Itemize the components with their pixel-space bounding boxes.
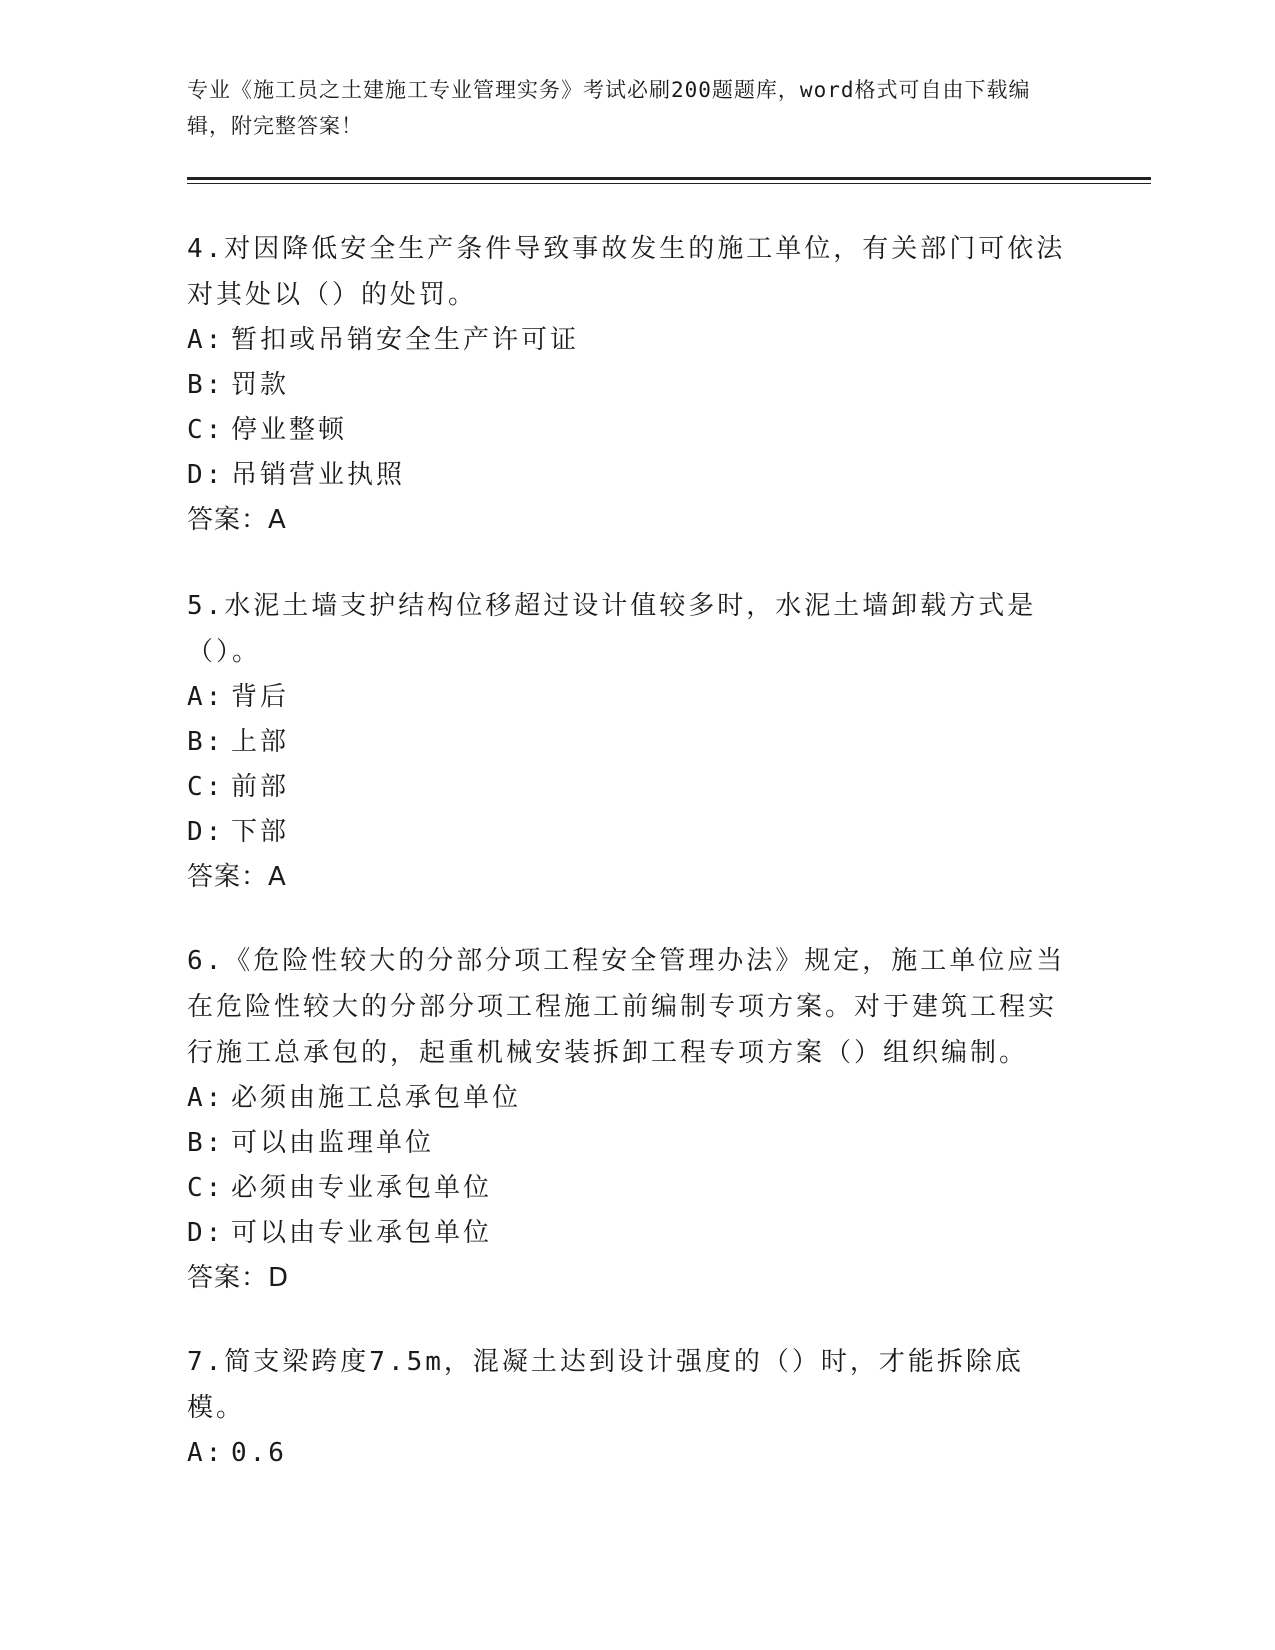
option-d [187, 1211, 1067, 1256]
option-b [187, 1121, 1067, 1166]
option-letter: B: [187, 1128, 225, 1158]
question-7 [187, 1339, 1067, 1476]
option-letter: C: [187, 772, 225, 802]
option-text: 暂扣或吊销安全生产许可证 [231, 325, 580, 355]
header-divider-thin [187, 183, 1151, 184]
option-letter: D: [187, 817, 225, 847]
option-c [187, 1166, 1067, 1211]
answer-label: 答案：D [187, 1263, 290, 1293]
header-intro-text: 专业《施工员之土建施工专业管理实务》考试必刷200题题库，word格式可自由下载编辑，附完整答案！ [187, 78, 1031, 138]
option-c [187, 765, 1067, 810]
question-4 [187, 226, 1067, 543]
option-a [187, 318, 1067, 363]
option-b [187, 363, 1067, 408]
option-text: 可以由专业承包单位 [231, 1218, 493, 1248]
option-text: 0.6 [231, 1438, 287, 1468]
question-6 [187, 938, 1067, 1301]
question-stem: 5.水泥土墙支护结构位移超过设计值较多时，水泥土墙卸载方式是（）。 [187, 591, 1037, 667]
option-text: 下部 [231, 817, 290, 847]
option-c [187, 408, 1067, 453]
option-text: 上部 [231, 727, 290, 757]
option-letter: D: [187, 460, 225, 490]
question-stem: 4.对因降低安全生产条件导致事故发生的施工单位，有关部门可依法对其处以（）的处罚。 [187, 234, 1066, 310]
option-text: 必须由施工总承包单位 [231, 1083, 522, 1113]
answer-label: 答案：A [187, 505, 287, 535]
option-text: 停业整顿 [231, 415, 348, 445]
option-text: 罚款 [231, 370, 290, 400]
option-letter: B: [187, 370, 225, 400]
option-d [187, 453, 1067, 498]
option-text: 背后 [231, 682, 290, 712]
option-letter: C: [187, 415, 225, 445]
option-letter: A: [187, 1438, 225, 1468]
option-letter: B: [187, 727, 225, 757]
answer-label: 答案：A [187, 862, 287, 892]
question-stem: 6.《危险性较大的分部分项工程安全管理办法》规定，施工单位应当在危险性较大的分部分项工程施工前编制专项方案。对于建筑工程实行施工总承包的，起重机械安装拆卸工程专项方案（）组织编制。 [187, 946, 1066, 1068]
option-text: 可以由监理单位 [231, 1128, 435, 1158]
option-letter: A: [187, 682, 225, 712]
document-header [187, 72, 1067, 144]
option-text: 前部 [231, 772, 290, 802]
question-stem: 7.简支梁跨度7.5m，混凝土达到设计强度的（）时，才能拆除底模。 [187, 1347, 1024, 1423]
option-text: 必须由专业承包单位 [231, 1173, 493, 1203]
option-letter: A: [187, 1083, 225, 1113]
header-divider-thick [187, 177, 1151, 180]
option-letter: D: [187, 1218, 225, 1248]
option-letter: C: [187, 1173, 225, 1203]
option-a [187, 1076, 1067, 1121]
option-d [187, 810, 1067, 855]
question-5 [187, 583, 1067, 900]
option-letter: A: [187, 325, 225, 355]
option-text: 吊销营业执照 [231, 460, 406, 490]
option-b [187, 720, 1067, 765]
option-a [187, 675, 1067, 720]
option-a [187, 1431, 1067, 1476]
